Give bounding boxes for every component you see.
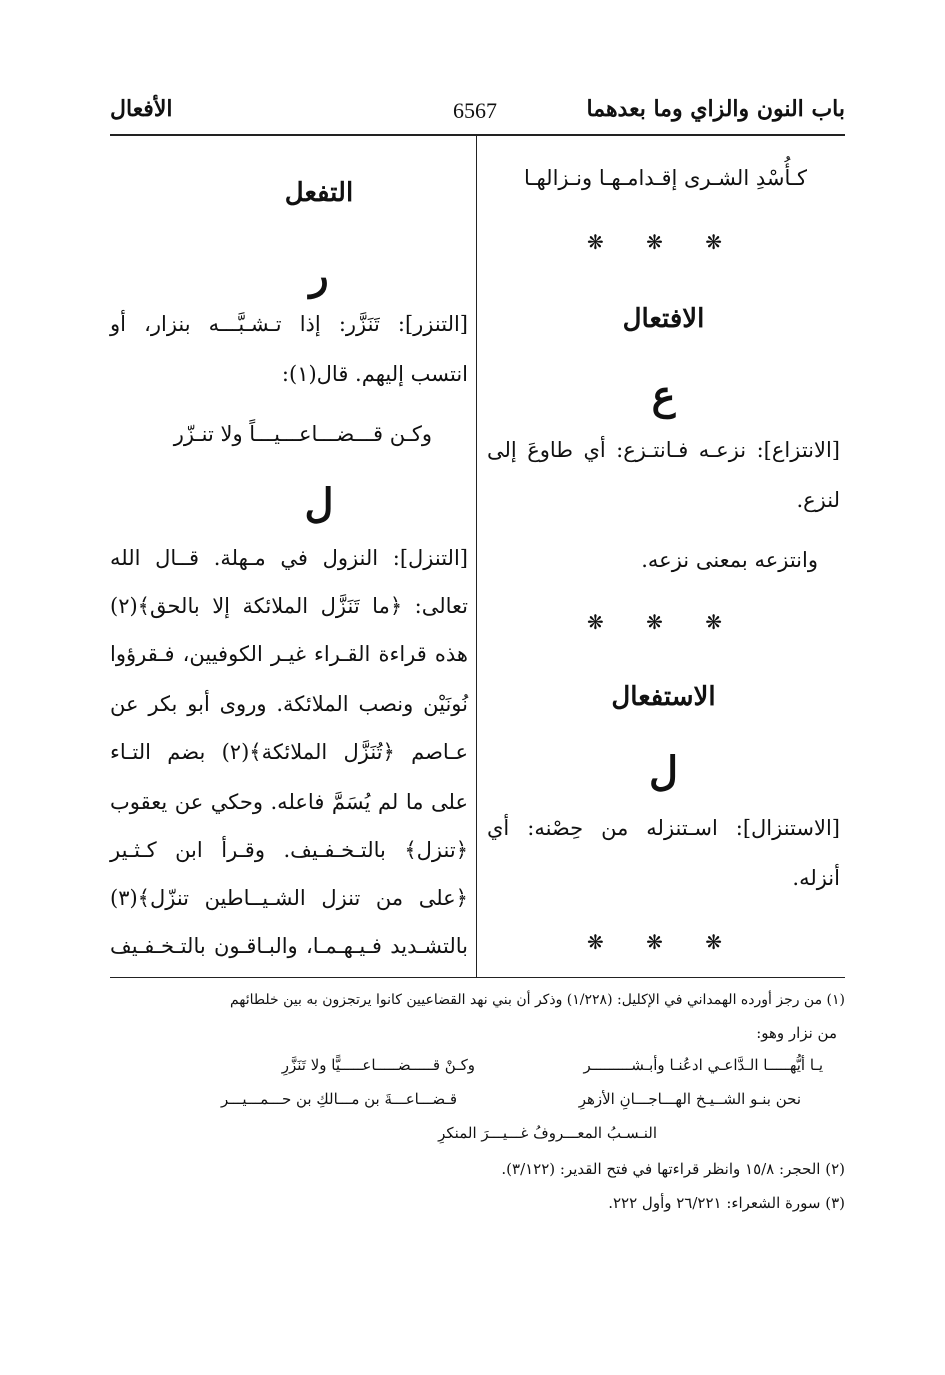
- entry-tanazzul-line3: هذه قراءة القـراء غيـر الكوفيين، فـقرؤوا: [110, 642, 468, 666]
- footnote-verse-3: النـسـبُ المعـــروفُ غـــيـــرَ المنكرِ: [438, 1124, 657, 1142]
- entry-tanazzul-line2: تعالى: ﴿ما تَنَزَّل الملائكة إلا بالحق﴾(٢): [110, 594, 468, 618]
- footnote-1-line1: (١) من رجز أورده الهمداني في الإكليل: (١/٢٢٨) وذكر أن بني نهد القضاعيين كانوا يرتجزون به بين خلطائهم: [229, 992, 845, 1008]
- root-letter-ra: ر: [309, 252, 329, 299]
- entry-tanazzul-line5: عـاصم ﴿تُنَزَّل الملائكة﴾(٢) بضم التـاء: [110, 740, 468, 764]
- footnote-rule: [110, 977, 845, 978]
- entry-tanazzur-line2: انتسب إليهم. قال(١):: [281, 362, 468, 386]
- footnote-verse-2a: نحن بنـو الشــيـخ الهـــاجـــانِ الأزهرِ: [578, 1090, 801, 1108]
- separator-stars: ❋ ❋ ❋: [587, 930, 740, 954]
- entry-tanazzul-line4: نُونَيْن ونصب الملائكة. وروى أبو بكر عن: [110, 692, 468, 716]
- entry-intiza-line2: لنزع.: [796, 488, 840, 512]
- entry-intiza-line1: [الانتزاع]: نزعـه فـانتـزع: أي طاوعَ إلى: [487, 438, 840, 462]
- footnote-verse-2b: قـضـــاعـــةَ بن مـــالكِ بن حـــمـــيـــر: [220, 1090, 457, 1108]
- entry-tanazzul-line9: بالتشـديد فـيـهـمـا، والبـاقـون بالتـخـفـيف: [110, 934, 468, 958]
- section-title-istifal: الاستفعال: [611, 682, 716, 712]
- entry-tanazzul-line6: على ما لم يُسَمَّ فاعله. وحكي عن يعقوب: [110, 790, 468, 814]
- footnote-3: (٣) سورة الشعراء: ٢٦/٢٢١ وأول ٢٢٢.: [608, 1194, 845, 1212]
- section-title-tafaul: التفعل: [284, 178, 354, 208]
- running-head-chapter: باب النون والزاي وما بعدهما: [586, 96, 845, 122]
- left-column: [110, 136, 468, 976]
- verse-line: كـأُسْدِ الشـرى إقـدامـهـا ونـزالهـا: [523, 166, 807, 190]
- running-head-section: الأفعال: [110, 96, 173, 122]
- entry-istinzal-line2: أنزله.: [792, 866, 840, 890]
- footnote-1-line2: من نزار وهو:: [756, 1024, 837, 1042]
- root-letter-lam: ل: [304, 480, 334, 527]
- entry-tanazzul-line8: ﴿على من تنزل الشـيــاطين تنزّل﴾(٣): [110, 886, 468, 910]
- entry-tanazzul-line7: ﴿تنزل﴾ بالتـخـفـيف. وقـرأ ابن كـثـير: [110, 838, 468, 862]
- separator-stars: ❋ ❋ ❋: [587, 610, 740, 634]
- page-header: [110, 92, 845, 132]
- footnote-verse-1b: وكـنْ قـــــضـــــاعـــــيًّا ولا تَنَزَّرِ: [281, 1056, 475, 1074]
- verse-line: وكـن قـــضـــاعـــيـــاً ولا تنـزّر: [173, 422, 432, 446]
- root-letter-lam: ل: [648, 748, 679, 795]
- right-column: [487, 136, 840, 976]
- separator-stars: ❋ ❋ ❋: [587, 230, 740, 254]
- entry-tanazzul-line1: [التنزل]: النزول في مـهلة. قــال الله: [110, 546, 468, 570]
- section-title-iftial: الافتعال: [622, 304, 705, 334]
- footnote-2: (٢) الحجر: ١٥/٨ وانظر قراءتها في فتح القدير: (٣/١٢٢).: [501, 1160, 845, 1178]
- column-divider: [476, 136, 477, 978]
- entry-istinzal-line1: [الاستنزال]: اسـتنزله من حِصْنه: أي: [487, 816, 840, 840]
- root-letter-ayn: ع: [651, 372, 676, 419]
- entry-tanazzur-line1: [التنزر]: تَنَزَّر: إذا تـشـبَّـــه بنزار، أو: [110, 312, 468, 336]
- entry-intazaahu: وانتزعه بمعنى نزعه.: [641, 548, 818, 572]
- page-number: 6567: [453, 98, 497, 123]
- footnote-verse-1a: يـا أيُّهـــــا الـدَّاعـي ادعُنـا وأبـشـــــــــر: [583, 1056, 823, 1074]
